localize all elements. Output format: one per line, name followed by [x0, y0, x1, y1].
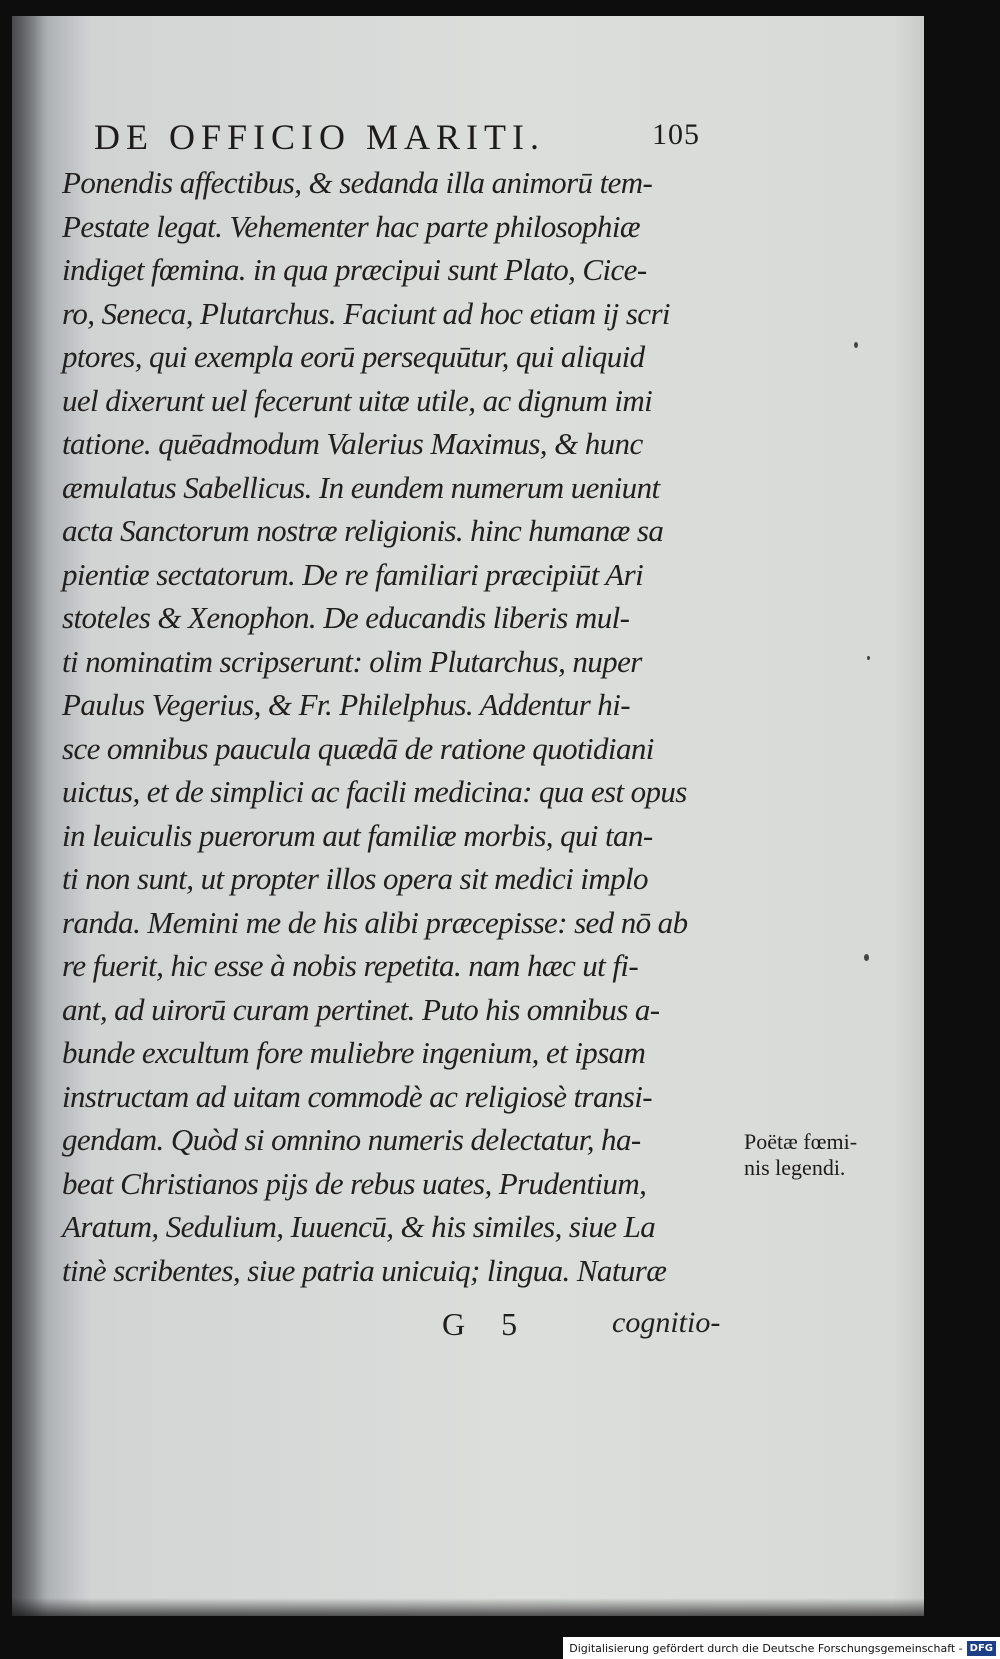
text-line: beat Christianos pijs de rebus uates, Prudentium, [62, 1165, 647, 1201]
text-line: sce omnibus paucula quædā de ratione quotidiani [62, 730, 654, 766]
text-line: gendam. Quòd si omnino numeris delectatur, ha- [62, 1122, 641, 1157]
text-line: Ponendis affectibus, & sedanda illa animorū tem- [62, 165, 653, 200]
text-line: uel dixerunt uel fecerunt uitæ utile, ac dignum imi [62, 382, 653, 418]
book-page [12, 16, 924, 1616]
text-line: randa. Memini me de his alibi præcepisse: sed nō ab [62, 904, 688, 940]
marginal-note-line: Poëtæ fœmi- [744, 1129, 858, 1154]
text-line: pientiæ sectatorum. De re familiari præcipiūt Ari [62, 556, 644, 592]
text-line: Aratum, Sedulium, Iuuencū, & his similes, siue La [62, 1209, 656, 1244]
credit-text: Digitalisierung gefördert durch die Deutsche Forschungsgemeinschaft - [569, 1641, 963, 1655]
marginal-note [744, 1129, 904, 1181]
ink-speck [864, 954, 869, 961]
text-line: indiget fœmina. in qua præcipui sunt Plato, Cice- [62, 252, 647, 287]
text-line: ti nominatim scripserunt: olim Plutarchus, nuper [62, 643, 642, 679]
text-line: bunde excultum fore muliebre ingenium, et ipsam [62, 1035, 646, 1070]
text-line: ant, ad uirorū curam pertinet. Puto his omnibus a- [62, 991, 660, 1027]
marginal-note-line: nis legendi. [744, 1155, 846, 1180]
catchword: cognitio- [612, 1306, 721, 1339]
text-line: ptores, qui exempla eorū persequūtur, qui aliquid [62, 339, 645, 374]
text-line: stoteles & Xenophon. De educandis liberis mul- [62, 600, 630, 635]
page-number: 105 [652, 118, 700, 151]
text-line: tatione. quēadmodum Valerius Maximus, & hunc [62, 426, 643, 461]
gutter-shadow [12, 16, 48, 1616]
running-head: DE OFFICIO MARITI. [94, 117, 546, 157]
signature-mark: G 5 [442, 1306, 532, 1342]
text-line: uictus, et de simplici ac facili medicina: qua est opus [62, 774, 687, 809]
text-line: Pestate legat. Vehementer hac parte philosophiæ [62, 208, 640, 244]
page-bottom-shadow [12, 1598, 924, 1616]
text-line: in leuiculis puerorum aut familiæ morbis, qui tan- [62, 817, 653, 853]
text-line: Paulus Vegerius, & Fr. Philelphus. Addentur hi- [62, 687, 630, 722]
digitization-credit [563, 1637, 1000, 1659]
text-line: acta Sanctorum nostræ religionis. hinc humanæ sa [62, 513, 664, 548]
ink-speck [854, 342, 858, 348]
text-line: ro, Seneca, Plutarchus. Faciunt ad hoc etiam ij scri [62, 295, 670, 331]
text-line: instructam ad uitam commodè ac religiosè transi- [62, 1078, 652, 1114]
ink-speck [867, 656, 870, 660]
text-line: re fuerit, hic esse à nobis repetita. nam hæc ut fi- [62, 948, 639, 983]
body-text [62, 161, 762, 1292]
text-line: ti non sunt, ut propter illos opera sit medici implo [62, 861, 648, 896]
dfg-logo: DFG [967, 1641, 996, 1656]
text-line: tinè scribentes, siue patria unicuiq; lingua. Naturæ [62, 1252, 667, 1288]
text-line: æmulatus Sabellicus. In eundem numerum ueniunt [62, 469, 660, 505]
